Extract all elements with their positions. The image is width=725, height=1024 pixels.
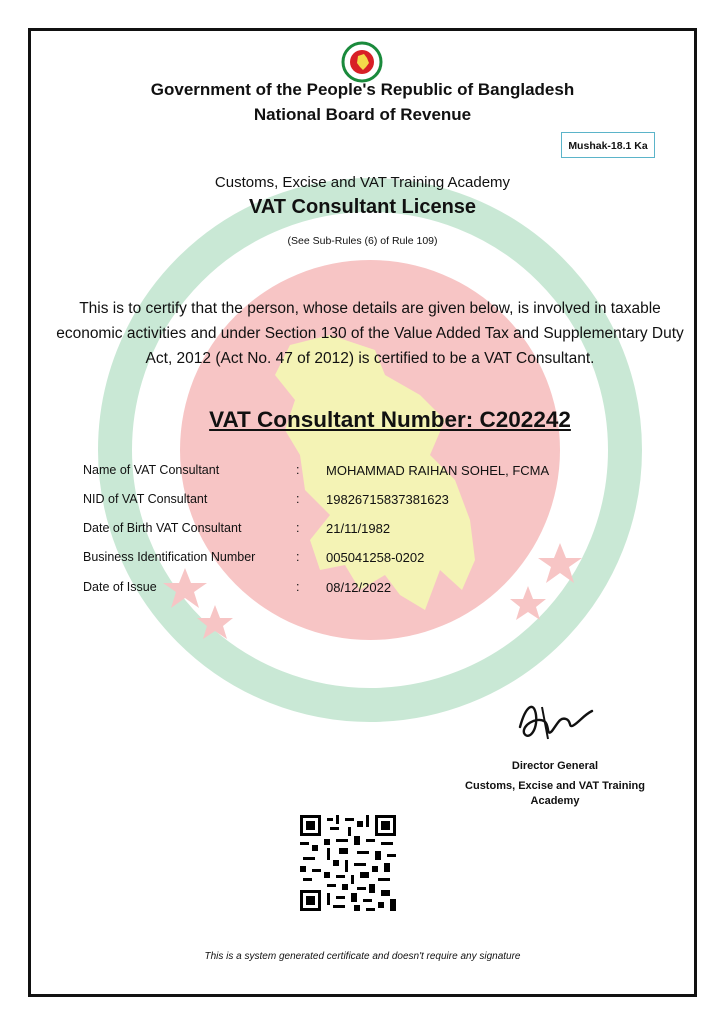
detail-colon: : — [296, 463, 300, 477]
detail-label: Date of Issue — [83, 580, 157, 594]
system-generated-note: This is a system generated certificate and doesn't require any signature — [204, 951, 521, 962]
signatory-title: Director General — [511, 760, 599, 772]
detail-value: 21/11/1982 — [326, 521, 391, 536]
detail-value: 08/12/2022 — [326, 580, 392, 595]
detail-colon: : — [296, 580, 300, 594]
detail-row-name — [83, 463, 683, 487]
detail-label: Date of Birth VAT Consultant — [83, 521, 242, 535]
consultant-number: VAT Consultant Number: C202242 — [209, 407, 571, 432]
detail-row-nid — [83, 492, 683, 516]
detail-label: Name of VAT Consultant — [83, 463, 220, 477]
signature-scribble — [512, 697, 597, 745]
form-number-badge: Mushak-18.1 Ka — [561, 132, 655, 158]
bangladesh-emblem-logo — [341, 41, 383, 83]
rule-reference: (See Sub-Rules (6) of Rule 109) — [287, 235, 438, 247]
detail-colon: : — [296, 492, 300, 506]
academy-name: Customs, Excise and VAT Training Academy — [214, 174, 511, 191]
detail-label: Business Identification Number — [83, 550, 256, 564]
detail-value: MOHAMMAD RAIHAN SOHEL, FCMA — [326, 463, 550, 478]
detail-value: 005041258-0202 — [326, 550, 425, 565]
certification-statement: This is to certify that the person, whose details are given below, is involved in taxable economic activities and under Section 130 of the Value Added Tax and Supplementary Duty Act, 2012 (Act No. 47 of 2012) is certified to be a VAT Consultant. — [56, 300, 684, 367]
detail-value: 19826715837381623 — [326, 492, 449, 507]
detail-label: NID of VAT Consultant — [83, 492, 208, 506]
detail-row-bin — [83, 550, 683, 574]
detail-row-issue-date — [83, 580, 683, 604]
detail-row-dob — [83, 521, 683, 545]
license-title: VAT Consultant License — [248, 196, 477, 218]
nbr-heading: National Board of Revenue — [253, 105, 472, 124]
detail-colon: : — [296, 550, 300, 564]
detail-colon: : — [296, 521, 300, 535]
qr-code[interactable] — [300, 815, 396, 911]
government-heading: Government of the People's Republic of Bangladesh — [150, 80, 575, 99]
signatory-organization: Customs, Excise and VAT Training Academy — [465, 780, 645, 807]
